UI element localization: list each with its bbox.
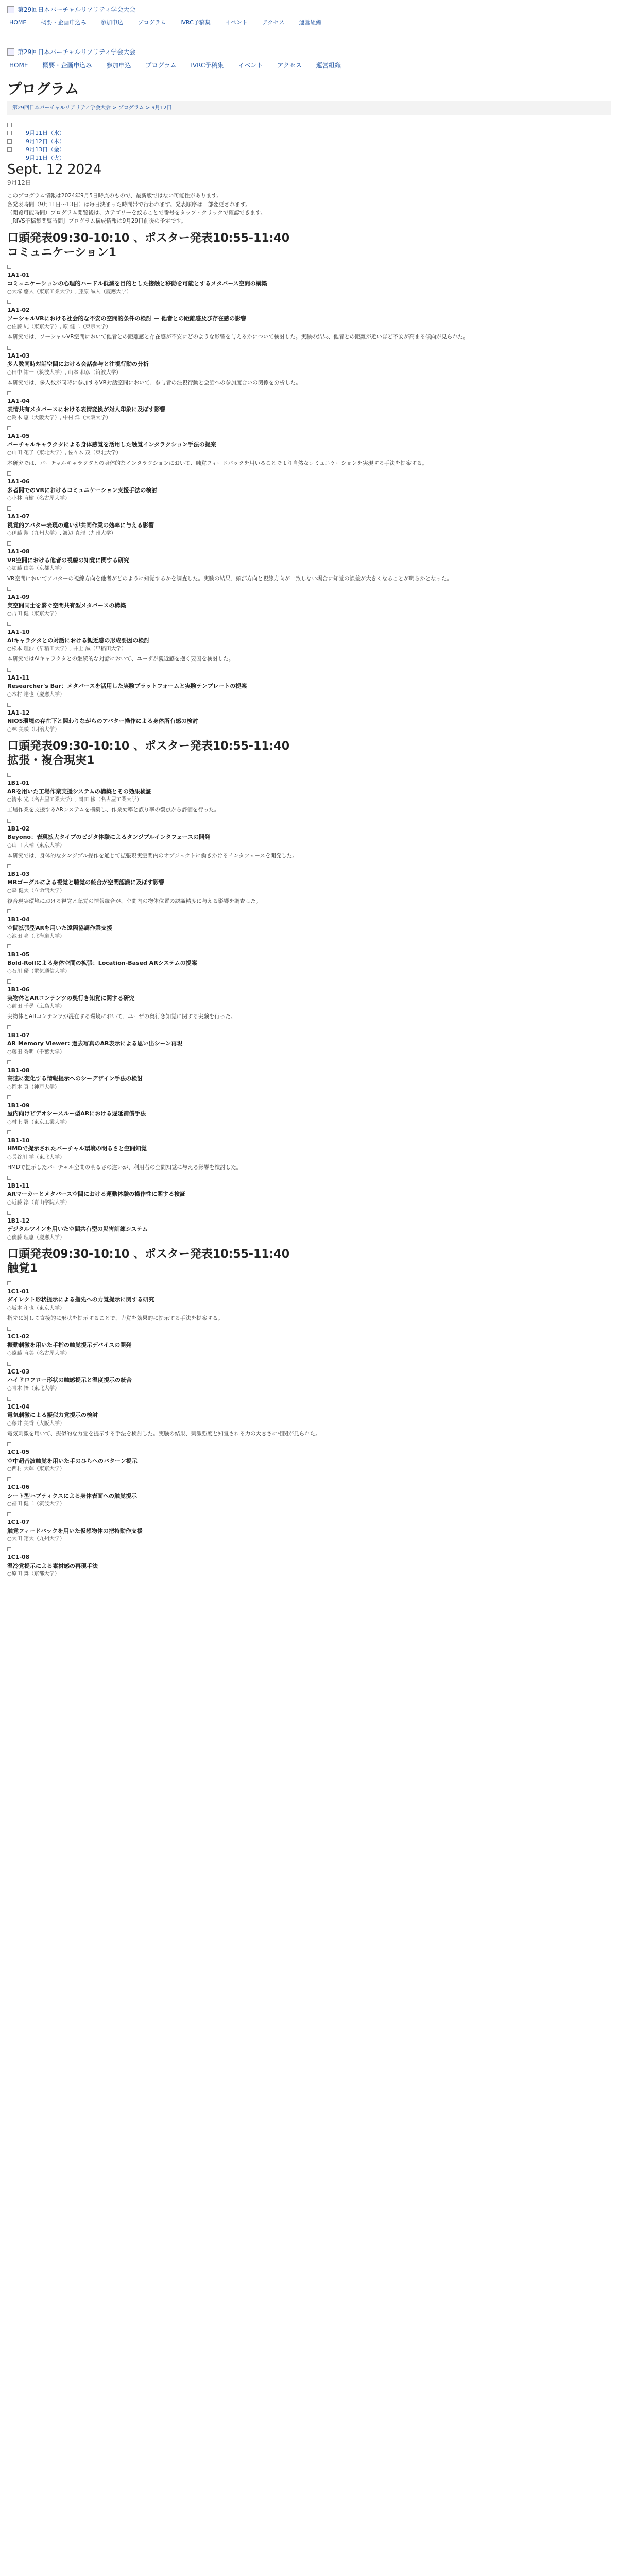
paper-id: 1C1-04 [7, 1403, 30, 1410]
nav-home[interactable]: HOME [9, 61, 28, 69]
date-link[interactable]: 9月11日（水） [26, 130, 65, 137]
paper-authors: ○山口 大輔（東京大学） [7, 842, 65, 849]
checkbox-icon[interactable] [7, 1397, 11, 1401]
section-time-heading: 口頭発表09:30-10:10 、ポスター発表10:55-11:40 [7, 231, 290, 245]
intro-line: このプログラム情報は2024年9月5日時点のもので、最新版ではない可能性があります。 [7, 193, 222, 199]
checkbox-icon[interactable] [7, 1095, 11, 1099]
checkbox-icon[interactable] [7, 1211, 11, 1215]
paper-entry [7, 1176, 611, 1207]
paper-title: 実物体とARコンテンツの奥行き知覚に関する研究 [7, 994, 135, 1002]
paper-authors: ○鈴木 恵（大阪大学）, 中村 洋（大阪大学） [7, 415, 111, 421]
paper-authors: ○藤井 美香（大阪大学） [7, 1420, 65, 1427]
paper-entry [7, 541, 611, 583]
paper-id: 1A1-04 [7, 397, 30, 404]
checkbox-icon[interactable] [7, 1442, 11, 1446]
checkbox-icon[interactable] [7, 1060, 11, 1064]
checkbox-icon[interactable] [7, 773, 11, 777]
date-link[interactable]: 9月12日（木） [26, 138, 65, 145]
paper-abstract: 工場作業を支援するARシステムを構築し、作業効率と誤り率の観点から評価を行った。 [7, 807, 220, 814]
date-link-item[interactable] [7, 146, 611, 162]
date-link[interactable]: 9月11日（火） [26, 155, 65, 162]
paper-authors: ○太田 翔太（九州大学） [7, 1536, 65, 1543]
paper-abstract: 本研究では、バーチャルキャラクタとの身体的なインタラクションにおいて、触覚フィードバックを用いることでより自然なコミュニケーションを実現する手法を提案する。 [7, 460, 427, 466]
paper-entry [7, 1477, 611, 1508]
paper-authors: ○松本 理沙（早稲田大学）, 井上 誠（早稲田大学） [7, 646, 127, 652]
paper-authors: ○池田 亮（北海道大学） [7, 934, 65, 940]
paper-entry [7, 346, 611, 387]
section-time-heading: 口頭発表09:30-10:10 、ポスター発表10:55-11:40 [7, 1247, 290, 1261]
paper-id: 1C1-03 [7, 1368, 30, 1375]
program-section [7, 1248, 611, 1578]
paper-entry [7, 979, 611, 1021]
checkbox-icon[interactable] [7, 819, 11, 823]
paper-title: バーチャルキャラクタによる身体感覚を活用した触覚インタラクション手法の提案 [7, 441, 216, 448]
paper-abstract: HMDで提示したバーチャル空間の明るさの違いが、利用者の空間知覚に与える影響を検討した。 [7, 1164, 242, 1171]
paper-title: ARマーカーとメタバース空間における運動体験の操作性に関する検証 [7, 1191, 186, 1198]
checkbox-icon[interactable] [7, 1176, 11, 1180]
logo-image [7, 6, 14, 13]
paper-authors: ○村上 翼（東京工業大学） [7, 1119, 70, 1125]
checkbox-icon[interactable] [7, 265, 11, 269]
main-nav [7, 58, 611, 73]
paper-entry [7, 1442, 611, 1473]
checkbox-icon[interactable] [7, 471, 11, 476]
nav-ivrc[interactable]: IVRC予稿集 [180, 19, 211, 26]
section-time-heading: 口頭発表09:30-10:10 、ポスター発表10:55-11:40 [7, 739, 290, 753]
paper-authors: ○前田 千尋（広島大学） [7, 1004, 65, 1010]
intro-line: 各発表時間（9月11日〜13日）は毎日決まった時間帯で行われます。発表順序は一部変更されます。 [7, 201, 251, 208]
paper-title: AR Memory Viewer: 過去写真のAR表示による思い出シーン再現 [7, 1040, 183, 1047]
paper-authors: ○岡本 真（神戸大学） [7, 1084, 60, 1090]
paper-id: 1A1-06 [7, 478, 30, 485]
paper-title: VR空間における他者の視線の知覚に関する研究 [7, 556, 129, 564]
paper-title: 温冷覚提示による素材感の再現手法 [7, 1562, 98, 1569]
paper-authors: ○小林 直樹（名古屋大学） [7, 496, 70, 502]
paper-title: デジタルツインを用いた空間共有型の災害訓練システム [7, 1226, 148, 1233]
paper-id: 1B1-11 [7, 1182, 30, 1189]
site-header [0, 0, 618, 73]
checkbox-icon[interactable] [7, 131, 12, 135]
paper-abstract: 本研究では、ソーシャルVR空間において他者との距離感と存在感が不安にどのような影響を与えるかについて検討した。実験の結果、他者との距離が近いほど不安が高まる傾向が見られた。 [7, 334, 469, 341]
checkbox-icon[interactable] [7, 668, 11, 672]
section-session-name: コミュニケーション1 [7, 246, 116, 259]
paper-authors: ○青木 悟（東北大学） [7, 1385, 60, 1392]
paper-title: ソーシャルVRにおける社会的な不安の空間的条件の検討 — 他者との距離感及び存在感の影響 [7, 315, 247, 322]
paper-entry [7, 391, 611, 422]
paper-title: ハイドロフロー形状の触感提示と温度提示の統合 [7, 1377, 132, 1384]
paper-id: 1C1-06 [7, 1484, 30, 1491]
paper-title: Researcher's Bar：メタバースを活用した実験プラットフォームと実験テンプレートの提案 [7, 683, 247, 690]
checkbox-icon[interactable] [7, 541, 11, 546]
paper-authors: ○林 美咲（明治大学） [7, 726, 60, 733]
paper-id: 1B1-03 [7, 870, 30, 877]
paper-authors: ○長谷川 学（東北大学） [7, 1154, 65, 1160]
paper-entry [7, 819, 611, 860]
paper-authors: ○坂本 和也（東京大学） [7, 1305, 65, 1311]
checkbox-icon[interactable] [7, 1362, 11, 1366]
paper-id: 1B1-05 [7, 951, 30, 958]
paper-authors: ○清水 光（名古屋工業大学）, 岡田 修（名古屋工業大学） [7, 797, 142, 803]
paper-entry [7, 1362, 611, 1393]
paper-id: 1B1-12 [7, 1217, 30, 1224]
paper-entry [7, 703, 611, 734]
paper-entry [7, 622, 611, 663]
paper-entry [7, 1060, 611, 1091]
paper-authors: ○福田 健二（筑波大学） [7, 1501, 65, 1507]
checkbox-icon[interactable] [7, 979, 11, 984]
paper-id: 1B1-10 [7, 1137, 30, 1144]
paper-abstract: 本研究ではAIキャラクタとの継続的な対話において、ユーザが親近感を抱く要因を検討した。 [7, 656, 234, 663]
paper-entry [7, 265, 611, 296]
paper-authors: ○藤田 秀明（千葉大学） [7, 1049, 65, 1055]
day-intro [7, 192, 611, 225]
paper-title: NIOS環境の存在下と関わりながらのアバター操作による身体所有感の検討 [7, 718, 198, 725]
checkbox-icon[interactable] [7, 909, 11, 913]
checkbox-icon[interactable] [7, 1477, 11, 1481]
nav-events[interactable]: イベント [238, 61, 263, 69]
paper-authors: ○遠藤 直美（名古屋大学） [7, 1350, 70, 1357]
paper-authors: ○山田 花子（東北大学）, 佐々木 茂（東北大学） [7, 450, 122, 456]
paper-title: 視覚的アバター表現の違いが共同作業の効率に与える影響 [7, 521, 154, 529]
logo-text: 第29回日本バーチャルリアリティ学会大会 [18, 48, 136, 56]
checkbox-icon[interactable] [7, 1281, 11, 1285]
paper-title: AIキャラクタとの対話における親近感の形成要因の検討 [7, 637, 150, 644]
paper-entry [7, 1281, 611, 1323]
paper-id: 1B1-06 [7, 986, 30, 993]
nav-organization[interactable]: 運営組織 [299, 19, 322, 26]
checkbox-icon[interactable] [7, 703, 11, 707]
checkbox-icon[interactable] [7, 864, 11, 868]
paper-abstract: VR空間においてアバターの視線方向を他者がどのように知覚するかを調査した。実験の結果、頭部方向と視線方向が一致しない場合に知覚の誤差が大きくなることが明らかとなった。 [7, 575, 453, 582]
site-logo-secondary[interactable] [7, 46, 611, 58]
nav-ivrc[interactable]: IVRC予稿集 [191, 61, 224, 69]
paper-entry [7, 1095, 611, 1126]
checkbox-icon[interactable] [7, 1327, 11, 1331]
paper-authors: ○森 健太（立命館大学） [7, 888, 65, 894]
paper-entry [7, 909, 611, 940]
paper-id: 1A1-11 [7, 674, 30, 681]
nav-overview[interactable]: 概要・企画申込み [41, 19, 87, 26]
paper-title: コミュニケーションの心理的ハードル低減を目的とした接触と移動を可能とするメタバース空間の構築 [7, 280, 267, 287]
paper-abstract: 実物体とARコンテンツが混在する環境において、ユーザの奥行き知覚に関する実験を行った。 [7, 1013, 236, 1020]
program-section [7, 232, 611, 734]
paper-authors: ○後藤 理恵（慶應大学） [7, 1234, 65, 1241]
paper-entry [7, 587, 611, 618]
top-nav [7, 16, 611, 29]
paper-title: MRゴーグルによる視覚と聴覚の統合が空間認識に及ぼす影響 [7, 879, 165, 886]
paper-entry [7, 1397, 611, 1438]
checkbox-icon[interactable] [7, 346, 11, 350]
checkbox-icon[interactable] [7, 506, 11, 511]
paper-authors: ○原田 舞（京都大学） [7, 1571, 60, 1578]
paper-title: 空間拡張型ARを用いた遠隔協調作業支援 [7, 924, 112, 931]
nav-registration[interactable]: 参加申込 [106, 61, 131, 69]
nav-home[interactable]: HOME [9, 19, 27, 26]
paper-id: 1C1-05 [7, 1449, 30, 1456]
paper-id: 1A1-07 [7, 513, 30, 520]
paper-title: Bold-Rollによる身体空間の拡張：Location-Based ARシステムの提案 [7, 959, 197, 967]
paper-authors: ○伊藤 翔（九州大学）, 渡辺 真理（九州大学） [7, 531, 116, 537]
nav-program[interactable]: プログラム [138, 19, 166, 26]
main-content [0, 80, 618, 1578]
paper-id: 1B1-02 [7, 825, 30, 832]
nav-overview[interactable]: 概要・企画申込み [42, 61, 92, 69]
paper-title: シート型ハプティクスによる身体表面への触覚提示 [7, 1492, 138, 1499]
paper-id: 1A1-10 [7, 629, 30, 636]
nav-organization[interactable]: 運営組織 [316, 61, 341, 69]
paper-title: Beyono：表現拡大タイプのビジタ体験によるタンジブルインタフェースの開発 [7, 834, 211, 841]
paper-authors: ○石川 優（電気通信大学） [7, 969, 70, 975]
paper-title: 空中超音波触覚を用いた手のひらへのパターン提示 [7, 1457, 138, 1464]
checkbox-icon[interactable] [7, 1130, 11, 1134]
paper-id: 1A1-03 [7, 352, 30, 359]
nav-registration[interactable]: 参加申込 [100, 19, 124, 26]
paper-entry [7, 1512, 611, 1543]
checkbox-icon[interactable] [7, 391, 11, 395]
paper-title: 屋内向けビデオシースルー型ARにおける遅延補償手法 [7, 1110, 146, 1117]
checkbox-icon[interactable] [7, 147, 12, 152]
paper-abstract: 指先に対して直接的に形状を提示することで、力覚を効果的に提示する手法を提案する。 [7, 1315, 224, 1321]
paper-title: 多人数同時対話空間における会話参与と注視行動の分析 [7, 361, 149, 368]
program-section [7, 740, 611, 1242]
paper-id: 1A1-01 [7, 272, 30, 279]
paper-authors: ○西村 大輝（東京大学） [7, 1466, 65, 1472]
intro-line: （閲覧可能時間）プログラム閲覧後は、カテゴリーを絞ることで番号をタップ・クリックで確認できます。 [7, 210, 266, 216]
paper-entry [7, 1327, 611, 1358]
paper-authors: ○吉田 健（東京大学） [7, 611, 60, 617]
section-session-name: 触覚1 [7, 1262, 38, 1276]
paper-entry [7, 300, 611, 341]
paper-entry [7, 506, 611, 537]
paper-title: 触覚フィードバックを用いた仮想物体の把持動作支援 [7, 1527, 143, 1534]
paper-id: 1A1-09 [7, 594, 30, 601]
paper-entry [7, 1547, 611, 1578]
checkbox-icon[interactable] [7, 139, 12, 144]
paper-id: 1B1-09 [7, 1101, 30, 1109]
paper-entry [7, 944, 611, 975]
paper-id: 1A1-12 [7, 709, 30, 716]
program-sections [7, 232, 611, 1579]
day-heading: Sept. 12 2024 [7, 161, 102, 177]
logo-text: 第29回日本バーチャルリアリティ学会大会 [18, 6, 136, 13]
paper-abstract: 電気刺激を用いて、擬似的な力覚を提示する手法を検討した。実験の結果、刺激強度と知覚される力の大きさに相関が見られた。 [7, 1430, 321, 1437]
checkbox-icon[interactable] [7, 1547, 11, 1551]
breadcrumb [7, 101, 611, 115]
paper-id: 1A1-08 [7, 548, 30, 555]
paper-authors: ○大塚 悠人（東京工業大学）, 藤原 誠人（慶應大学） [7, 289, 132, 295]
paper-entry [7, 668, 611, 699]
paper-entry [7, 1025, 611, 1056]
logo-image [7, 48, 14, 56]
paper-id: 1C1-01 [7, 1287, 30, 1295]
paper-abstract: 本研究では、身体的なタンジブル操作を通じて拡張現実空間内のオブジェクトに働きかけるインタフェースを開発した。 [7, 852, 298, 859]
paper-title: 表情共有メタバースにおける表情変換が対人印象に及ぼす影響 [7, 406, 166, 413]
checkbox-icon[interactable] [7, 587, 11, 591]
paper-id: 1B1-01 [7, 779, 30, 787]
intro-line: ［RIVS予稿集閲覧時間］プログラム構成情報は9月29日前後の予定です。 [7, 218, 186, 225]
site-logo[interactable] [7, 3, 611, 16]
paper-authors: ○佐藤 純（東京大学）, 原 健二（東京大学） [7, 324, 111, 330]
paper-authors: ○木村 達也（慶應大学） [7, 691, 65, 698]
paper-title: 多者間でのVRにおけるコミュニケーション支援手法の検討 [7, 486, 158, 494]
paper-id: 1C1-08 [7, 1554, 30, 1561]
paper-entry [7, 773, 611, 814]
paper-authors: ○近藤 淳（青山学院大学） [7, 1199, 70, 1206]
date-link[interactable]: 9月13日（金） [26, 146, 65, 154]
paper-entry [7, 471, 611, 502]
checkbox-icon[interactable] [7, 300, 11, 304]
paper-id: 1A1-02 [7, 307, 30, 314]
paper-id: 1B1-08 [7, 1066, 30, 1074]
checkbox-icon[interactable] [7, 1512, 11, 1516]
paper-id: 1B1-07 [7, 1031, 30, 1039]
day-subheading: 9月12日 [7, 179, 31, 187]
date-link-list [7, 121, 611, 162]
paper-entry [7, 864, 611, 905]
paper-entry [7, 1211, 611, 1242]
checkbox-icon[interactable] [7, 426, 11, 430]
paper-entry [7, 1130, 611, 1172]
paper-id: 1A1-05 [7, 432, 30, 439]
paper-title: 振動刺激を用いた手指の触覚提示デバイスの開発 [7, 1342, 132, 1349]
paper-authors: ○加藤 由美（京都大学） [7, 566, 65, 572]
breadcrumb-text[interactable]: 第29回日本バーチャルリアリティ学会大会 > プログラム > 9月12日 [12, 105, 172, 111]
paper-entry [7, 426, 611, 467]
checkbox-icon[interactable] [7, 1025, 11, 1029]
nav-access[interactable]: アクセス [262, 19, 285, 26]
checkbox-icon[interactable] [7, 123, 12, 127]
paper-abstract: 本研究では、多人数が同時に参加するVR対話空間において、参与者の注視行動と会話への参加度合いの関係を分析した。 [7, 379, 301, 386]
checkbox-icon[interactable] [7, 944, 11, 948]
nav-program[interactable]: プログラム [145, 61, 177, 69]
section-session-name: 拡張・複合現実1 [7, 754, 95, 768]
paper-abstract: 複合現実環境における視覚と聴覚の情報統合が、空間内の物体位置の認識精度に与える影響を調査した。 [7, 897, 262, 904]
nav-events[interactable]: イベント [225, 19, 248, 26]
paper-id: 1C1-07 [7, 1519, 30, 1526]
paper-id: 1C1-02 [7, 1333, 30, 1340]
paper-id: 1B1-04 [7, 916, 30, 923]
date-link-item[interactable] [7, 121, 611, 137]
paper-title: 高速に変化する情報提示へのシーデザイン手法の検討 [7, 1075, 143, 1082]
page-title: プログラム [7, 80, 79, 97]
checkbox-icon[interactable] [7, 622, 11, 626]
paper-title: 電気刺激による擬似力覚提示の検討 [7, 1412, 98, 1419]
nav-access[interactable]: アクセス [277, 61, 302, 69]
paper-title: HMDで提示されたバーチャル環境の明るさと空間知覚 [7, 1145, 147, 1152]
paper-title: ARを用いた工場作業支援システムの構築とその効果検証 [7, 788, 151, 795]
paper-authors: ○田中 祐一（筑波大学）, 山本 和彦（筑波大学） [7, 369, 122, 376]
paper-title: ダイレクト形状提示による指先への力覚提示に関する研究 [7, 1296, 154, 1303]
paper-title: 実空間同士を繋ぐ空間共有型メタバースの構築 [7, 602, 126, 609]
date-link-item[interactable] [7, 129, 611, 145]
date-link-item[interactable] [7, 138, 611, 154]
